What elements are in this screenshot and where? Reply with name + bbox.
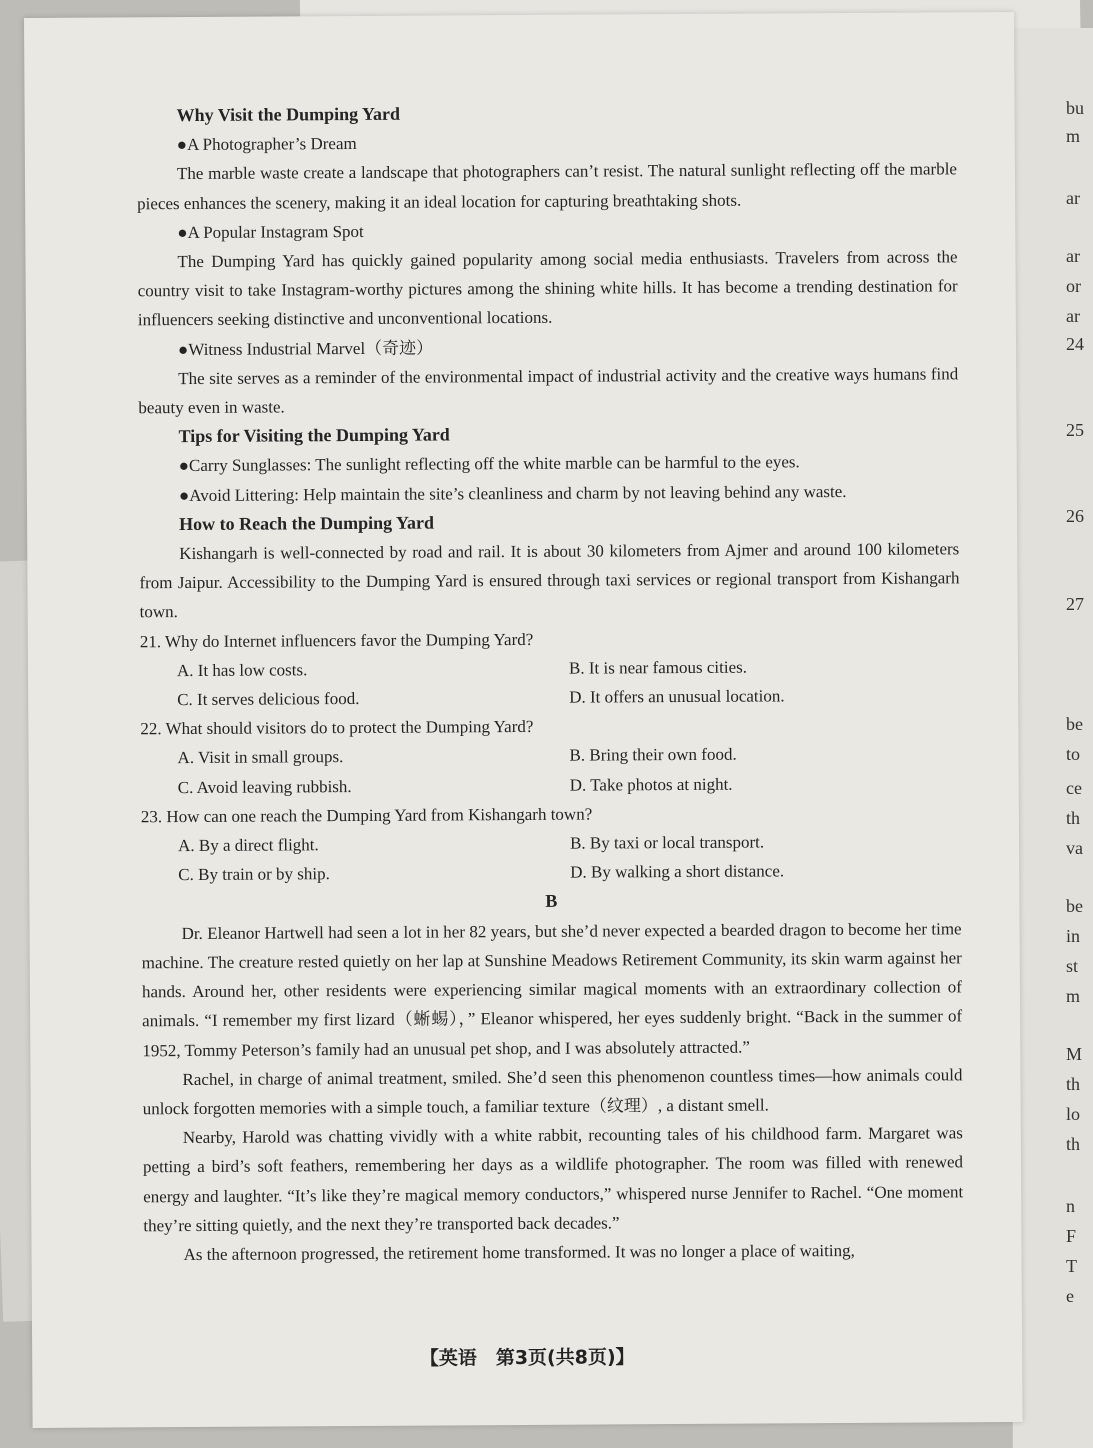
adjacent-page-fragment: M (1066, 1044, 1083, 1064)
bullet-icon: ● (176, 135, 188, 155)
adjacent-page-fragment: in (1066, 926, 1081, 946)
paragraph: Nearby, Harold was chatting vividly with a white rabbit, recounting tales of his childhood farm. Margaret was petting a bird’s soft feathers, remembering her days as a wildlife photographer. The room was filled with renewed energy and laughter. “It’s like they’re magical memory conductors,” whispered nurse Jennifer to Rachel. “One moment they’re sitting quietly, and the next they’re transported back decades.” (142, 1123, 964, 1236)
adjacent-page-fragment: th (1066, 1134, 1081, 1154)
question-number: 23. (140, 807, 163, 827)
option-d: D. It offers an unusual location. (569, 686, 785, 707)
question-text: How can one reach the Dumping Yard from Kishangarh town? (166, 804, 593, 827)
why-visit-heading: Why Visit the Dumping Yard (176, 103, 401, 126)
option-c: C. It serves delicious food. (177, 689, 360, 710)
bullet-icon: ● (177, 339, 189, 359)
bullet-icon: ● (177, 222, 188, 242)
adjacent-page-fragment: ar (1066, 246, 1080, 266)
paragraph: Kishangarh is well-connected by road and rail. It is about 30 kilometers from Ajmer and around 100 kilometers from Jaipur. Accessibility to the Dumping Yard is ensured through taxi services or regional transport from Kishangarh town. (139, 539, 960, 622)
paragraph: Rachel, in charge of animal treatment, smiled. She’d seen this phenomenon countless times—how animals could unlock forgotten memories with a simple touch, a familiar texture（纹理）, a distant smell. (142, 1064, 963, 1119)
adjacent-page-fragment: m (1066, 986, 1081, 1006)
adjacent-page-fragment: m (1066, 126, 1081, 146)
question-text: Why do Internet influencers favor the Dumping Yard? (164, 629, 534, 651)
adjacent-page-fragment: 25 (1066, 420, 1084, 440)
adjacent-page-fragment: st (1066, 956, 1079, 976)
section-b-label: B (545, 891, 558, 912)
tips-heading: Tips for Visiting the Dumping Yard (178, 424, 450, 447)
page-footer: 【英语 第3页(共8页)】 (419, 1346, 635, 1370)
tip-item: ●Carry Sunglasses: The sunlight reflecting off the white marble can be harmful to the eyes. (178, 452, 800, 476)
option-b: B. Bring their own food. (569, 745, 737, 766)
option-b: B. By taxi or local transport. (569, 832, 765, 853)
adjacent-page-fragment: 26 (1066, 506, 1084, 526)
reach-heading: How to Reach the Dumping Yard (179, 512, 434, 534)
options-21 (140, 651, 960, 714)
adjacent-page-fragment: va (1066, 838, 1083, 858)
adjacent-page-fragment: e (1066, 1286, 1074, 1306)
bleed-through-text (614, 90, 954, 92)
bullet-item-title: ●Witness Industrial Marvel（奇迹） (177, 338, 434, 359)
adjacent-page-fragment: ar (1066, 188, 1080, 208)
tip-item: ●Avoid Littering: Help maintain the site’s cleanliness and charm by not leaving behind any waste. (178, 481, 847, 505)
adjacent-page-fragment: or (1066, 276, 1081, 296)
adjacent-page-fragment: 27 (1066, 594, 1084, 614)
adjacent-page-fragment: n (1066, 1196, 1075, 1216)
option-c: C. By train or by ship. (178, 864, 330, 885)
adjacent-page-fragment: ar (1066, 306, 1080, 326)
adjacent-page-fragment: be (1066, 714, 1083, 734)
paragraph: The marble waste create a landscape that photographers can’t resist. The natural sunlight reflecting off the marble pieces enhances the scenery, making it an ideal location for capturing breathtaking shots. (137, 159, 957, 213)
options-23 (141, 826, 961, 889)
bullet-item-title: ●A Popular Instagram Spot (177, 221, 364, 242)
paragraph: As the afternoon progressed, the retirement home transformed. It was no longer a place of waiting, (183, 1240, 855, 1264)
page-content (137, 96, 964, 1269)
option-a: A. By a direct flight. (178, 835, 319, 856)
option-a: A. Visit in small groups. (177, 747, 344, 768)
exam-page (24, 12, 1023, 1428)
bullet-icon: ● (178, 456, 190, 476)
adjacent-page-fragment: F (1066, 1226, 1077, 1246)
bullet-item-title: ●A Photographer’s Dream (176, 134, 357, 155)
bullet-icon: ● (178, 485, 190, 505)
adjacent-page-fragment: T (1066, 1256, 1077, 1276)
question-number: 22. (140, 719, 162, 739)
adjacent-page-fragment: be (1066, 896, 1083, 916)
option-b: B. It is near famous cities. (568, 657, 748, 678)
question-number: 21. (139, 631, 162, 651)
adjacent-page (1012, 28, 1093, 1448)
adjacent-page-fragment: th (1066, 808, 1081, 828)
adjacent-page-fragment: to (1066, 744, 1081, 764)
adjacent-page-fragment: bu (1066, 98, 1084, 118)
adjacent-page-fragment: th (1066, 1074, 1081, 1094)
options-22 (140, 739, 960, 802)
question-text: What should visitors do to protect the Dumping Yard? (165, 717, 534, 739)
paragraph: Dr. Eleanor Hartwell had seen a lot in her 82 years, but she’d never expected a bearded dragon to become her time machine. The creature rested quietly on her lap at Sunshine Meadows Retirement Community, its skin warm against her hands. Around her, other residents were experiencing similar magical moments with an extraordinary collection of animals. “I remember my first lizard（蜥蜴），” Eleanor whispered, her eyes suddenly bright. “Back in the summer of 1952, Tommy Peterson’s family had an unusual pet shop, and I was absolutely attracted.” (141, 918, 963, 1060)
paragraph: The site serves as a reminder of the environmental impact of industrial activity and the creative ways humans find beauty even in waste. (138, 364, 959, 418)
paragraph: The Dumping Yard has quickly gained popularity among social media enthusiasts. Travelers from across the country visit to take Instagram-worthy pictures among the shining white hills. It has become a trending destination for influencers seeking distinctive and unconventional locations. (137, 247, 958, 330)
option-d: D. By walking a short distance. (570, 861, 785, 882)
adjacent-page-fragment: lo (1066, 1104, 1081, 1124)
option-a: A. It has low costs. (176, 660, 308, 680)
option-d: D. Take photos at night. (569, 774, 733, 795)
option-c: C. Avoid leaving rubbish. (177, 776, 352, 797)
adjacent-page-fragment: ce (1066, 778, 1082, 798)
adjacent-page-fragment: 24 (1066, 334, 1084, 354)
